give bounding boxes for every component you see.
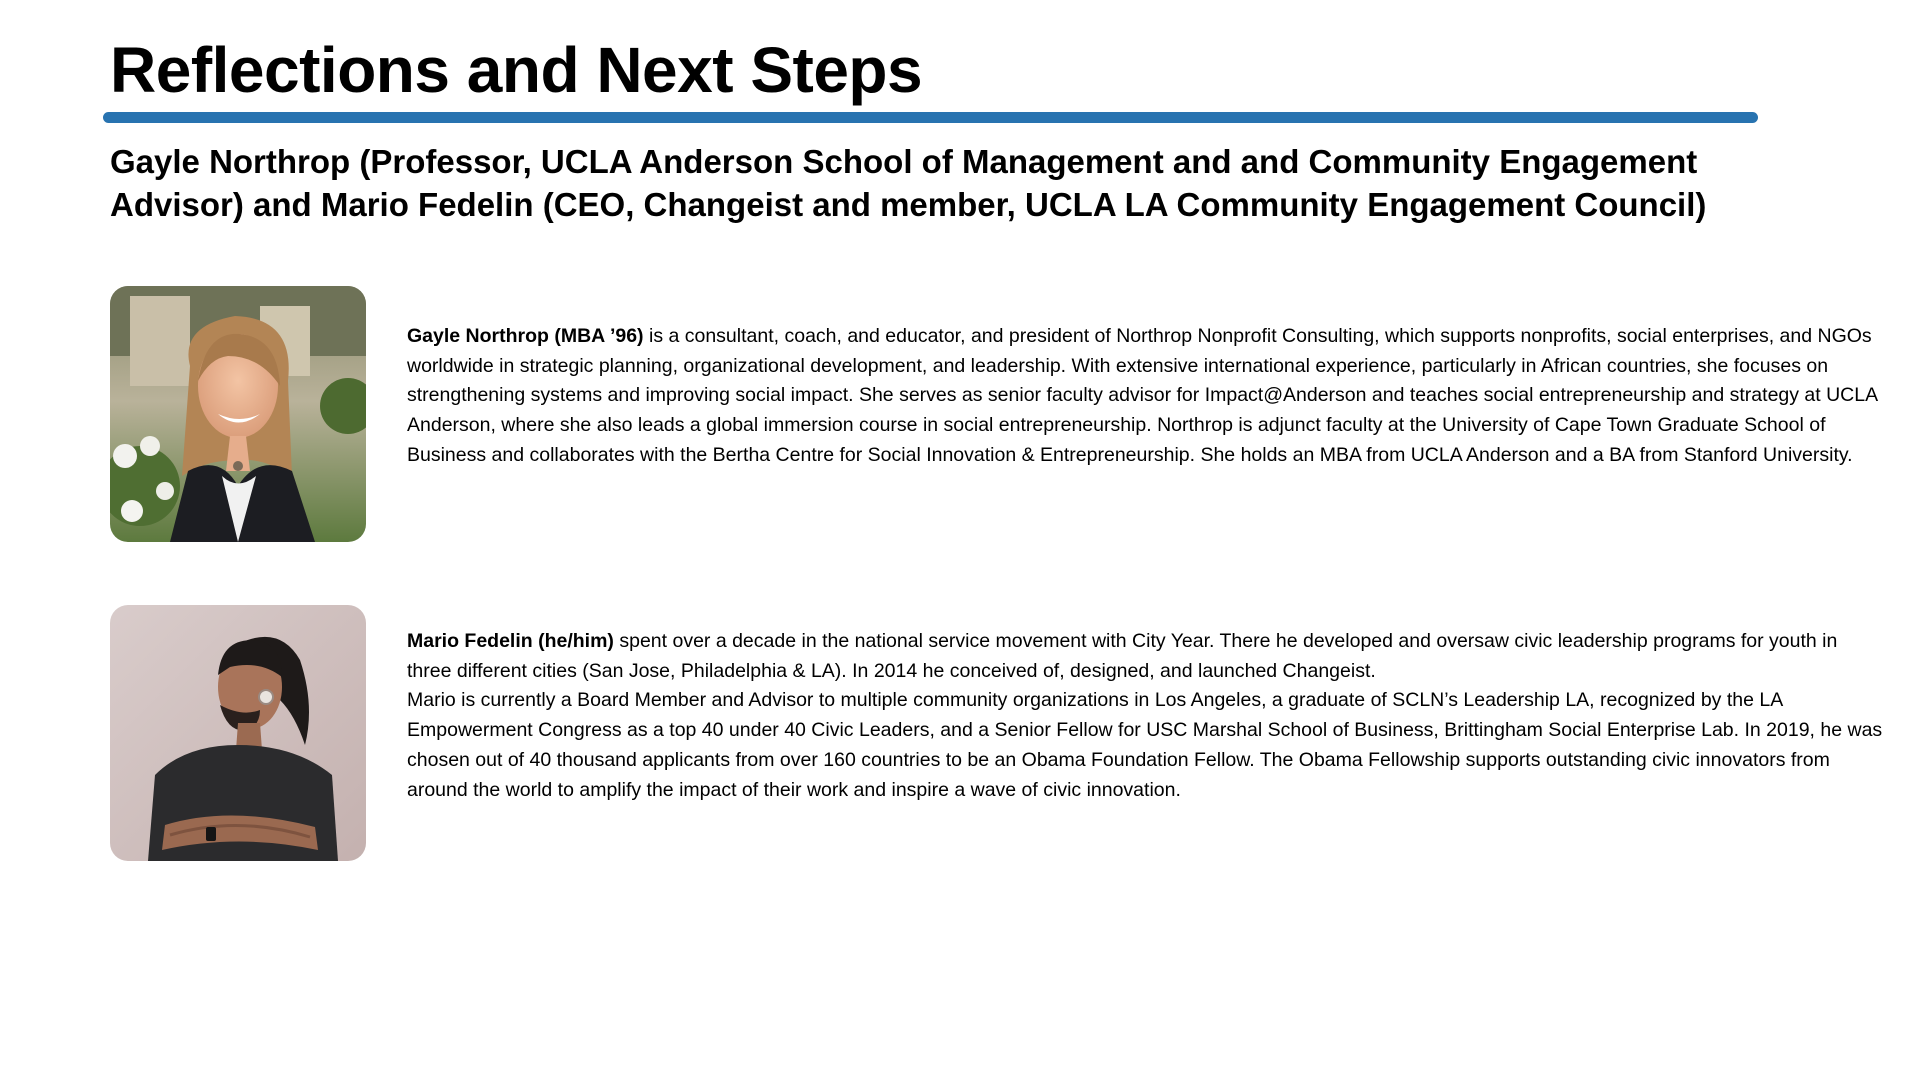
mario-fedelin-bio <box>407 627 1887 805</box>
gayle-northrop-bio <box>407 322 1887 471</box>
mario-fedelin-bio-text-1: spent over a decade in the national service movement with City Year. There he developed and oversaw civic leadership programs for youth in three different cities (San Jose, Philadelphia & LA). In 2014 he conceived of, designed, and launched Changeist. <box>407 630 1838 682</box>
gayle-northrop-photo <box>110 286 366 542</box>
mario-fedelin-bio-paragraph-1 <box>407 627 1887 686</box>
mario-fedelin-photo <box>110 605 366 861</box>
title-underline-rule <box>103 112 1758 123</box>
gayle-portrait-icon <box>110 286 366 542</box>
gayle-northrop-name: Gayle Northrop (MBA ’96) <box>407 325 644 347</box>
mario-portrait-icon <box>110 605 366 861</box>
mario-fedelin-name: Mario Fedelin (he/him) <box>407 630 614 652</box>
slide-title: Reflections and Next Steps <box>110 34 923 106</box>
gayle-northrop-bio-text: is a consultant, coach, and educator, and president of Northrop Nonprofit Consulting, which supports nonprofits, social enterprises, and NGOs worldwide in strategic planning, organizational development, and leadership. With extensive international experience, particularly in African countries, she focuses on strengthening systems and improving social impact. She serves as senior faculty advisor for Impact@Anderson and teaches social entrepreneurship and strategy at UCLA Anderson, where she also leads a global immersion course in social entrepreneurship. Northrop is adjunct faculty at the University of Cape Town Graduate School of Business and collaborates with the Bertha Centre for Social Innovation & Entrepreneurship. She holds an MBA from UCLA Anderson and a BA from Stanford University. <box>407 325 1878 466</box>
slide-subtitle: Gayle Northrop (Professor, UCLA Anderson School of Management and and Community Engagement Advisor) and Mario Fedelin (CEO, Changeist and member, UCLA LA Community Engagement Council) <box>110 143 1707 223</box>
mario-fedelin-bio-paragraph-2: Mario is currently a Board Member and Advisor to multiple community organizations in Los Angeles, a graduate of SCLN’s Leadership LA, recognized by the LA Empowerment Congress as a top 40 under 40 Civic Leaders, and a Senior Fellow for USC Marshal School of Business, Brittingham Social Enterprise Lab. In 2019, he was chosen out of 40 thousand applicants from over 160 countries to be an Obama Foundation Fellow. The Obama Fellowship supports outstanding civic innovators from around the world to amplify the impact of their work and inspire a wave of civic innovation. <box>407 689 1883 801</box>
